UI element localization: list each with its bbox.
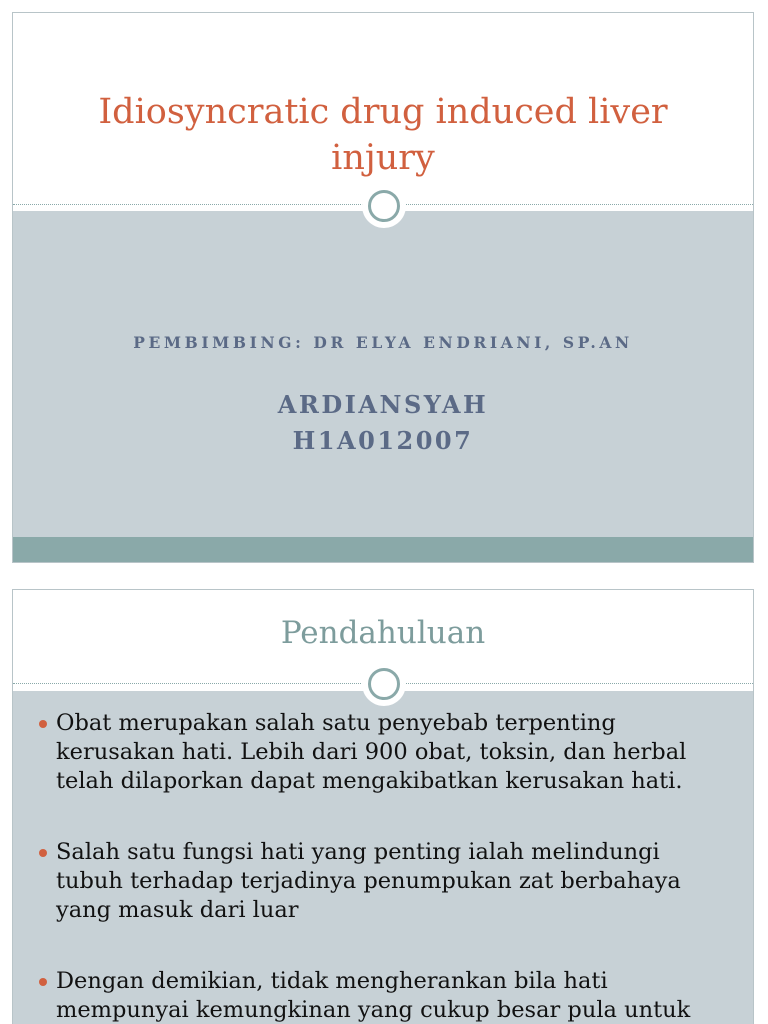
- intro-slide: [12, 589, 754, 1024]
- bullet-text: Obat merupakan salah satu penyebab terpenting kerusakan hati. Lebih dari 900 obat, toksin, dan herbal telah dilaporkan dapat mengakibatkan kerusakan hati.: [56, 710, 687, 794]
- title-slide: [12, 12, 754, 563]
- bullet-text: Salah satu fungsi hati yang penting ialah melindungi tubuh terhadap terjadinya penumpukan zat berbahaya yang masuk dari luar: [56, 839, 681, 923]
- title-slide-body: [13, 211, 753, 537]
- footer-bar: [13, 537, 753, 563]
- circle-ornament-icon: [362, 662, 406, 706]
- circle-ornament-icon: [362, 184, 406, 228]
- bullet-item: [39, 838, 733, 925]
- presentation-title: Idiosyncratic drug induced liver injury: [98, 92, 668, 178]
- intro-slide-body: [13, 691, 753, 1024]
- section-title: Pendahuluan: [280, 615, 486, 651]
- title-slide-header: [13, 13, 753, 205]
- supervisor-line: PEMBIMBING: DR ELYA ENDRIANI, SP.AN: [133, 333, 633, 352]
- author-block: [13, 387, 753, 459]
- bullet-dot-icon: [39, 849, 47, 857]
- bullet-list: [39, 709, 733, 1024]
- bullet-item: [39, 709, 733, 796]
- bullet-item: [39, 967, 733, 1024]
- author-id: H1A012007: [292, 426, 474, 455]
- bullet-dot-icon: [39, 720, 47, 728]
- author-name: ARDIANSYAH: [277, 390, 489, 419]
- bullet-text: Dengan demikian, tidak mengherankan bila hati mempunyai kemungkinan yang cukup besar pula untuk: [56, 968, 691, 1023]
- bullet-dot-icon: [39, 978, 47, 986]
